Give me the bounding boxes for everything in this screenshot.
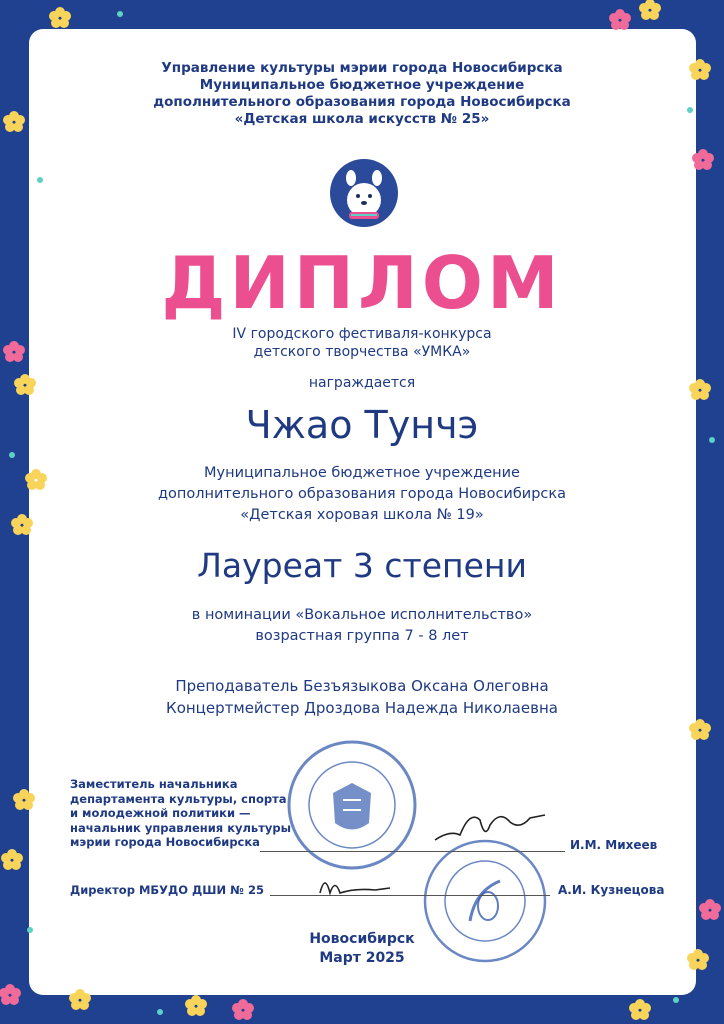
position-line-1: Заместитель начальника [70, 777, 238, 791]
date: Март 2025 [319, 950, 405, 966]
position-line-2: департамента культуры, спорта [70, 791, 287, 806]
place: Новосибирск [309, 931, 415, 947]
header-line-3: дополнительного образования города Новосибирска [153, 94, 571, 110]
teachers [0, 675, 724, 719]
header-line-4: «Детская школа искусств № 25» [234, 111, 490, 127]
second-signatory-position: Директор МБУДО ДШИ № 25 [70, 883, 264, 897]
nomination-line: в номинации «Вокальное исполнительство» [191, 607, 533, 623]
age-group-line: возрастная группа 7 - 8 лет [255, 628, 469, 644]
organization-line-1: Муниципальное бюджетное учреждение [204, 465, 520, 481]
organization-line-3: «Детская хоровая школа № 19» [240, 507, 484, 523]
header-line-1: Управление культуры мэрии города Новосибирска [161, 60, 563, 76]
signature-line-1 [260, 851, 565, 852]
city-seal-stamp [285, 738, 420, 873]
teacher-line: Преподаватель Безъязыкова Оксана Олеговна [175, 677, 549, 695]
umka-bear-logo [329, 158, 399, 228]
header-line-2: Муниципальное бюджетное учреждение [199, 77, 525, 93]
second-signatory-name: А.И. Кузнецова [558, 883, 665, 897]
handwritten-signature-1 [430, 800, 550, 850]
awarded-label: награждается [308, 375, 416, 391]
position-line-3: и молодежной политики — [70, 806, 251, 820]
first-signatory-position [70, 777, 291, 850]
award-title: Лауреат 3 степени [197, 546, 527, 585]
position-line-4: начальник управления культуры [70, 820, 291, 835]
issuer-header [0, 60, 724, 128]
festival-name [0, 325, 724, 361]
recipient-name: Чжао Тунчэ [245, 403, 479, 447]
position-line-5: мэрии города Новосибирска [70, 835, 260, 849]
signature-line-2 [270, 895, 550, 896]
handwritten-signature-2 [315, 868, 395, 903]
festival-line-1: IV городского фестиваля-конкурса [232, 326, 492, 342]
nomination [0, 605, 724, 647]
accompanist-line: Концертмейстер Дроздова Надежда Николаевна [166, 699, 558, 717]
diploma-title: ДИПЛОМ [161, 241, 563, 325]
festival-line-2: детского творчества «УМКА» [253, 344, 471, 360]
recipient-organization [0, 463, 724, 526]
organization-line-2: дополнительного образования города Новосибирска [157, 486, 567, 502]
place-and-date [0, 930, 724, 968]
first-signatory-name: И.М. Михеев [570, 838, 658, 852]
